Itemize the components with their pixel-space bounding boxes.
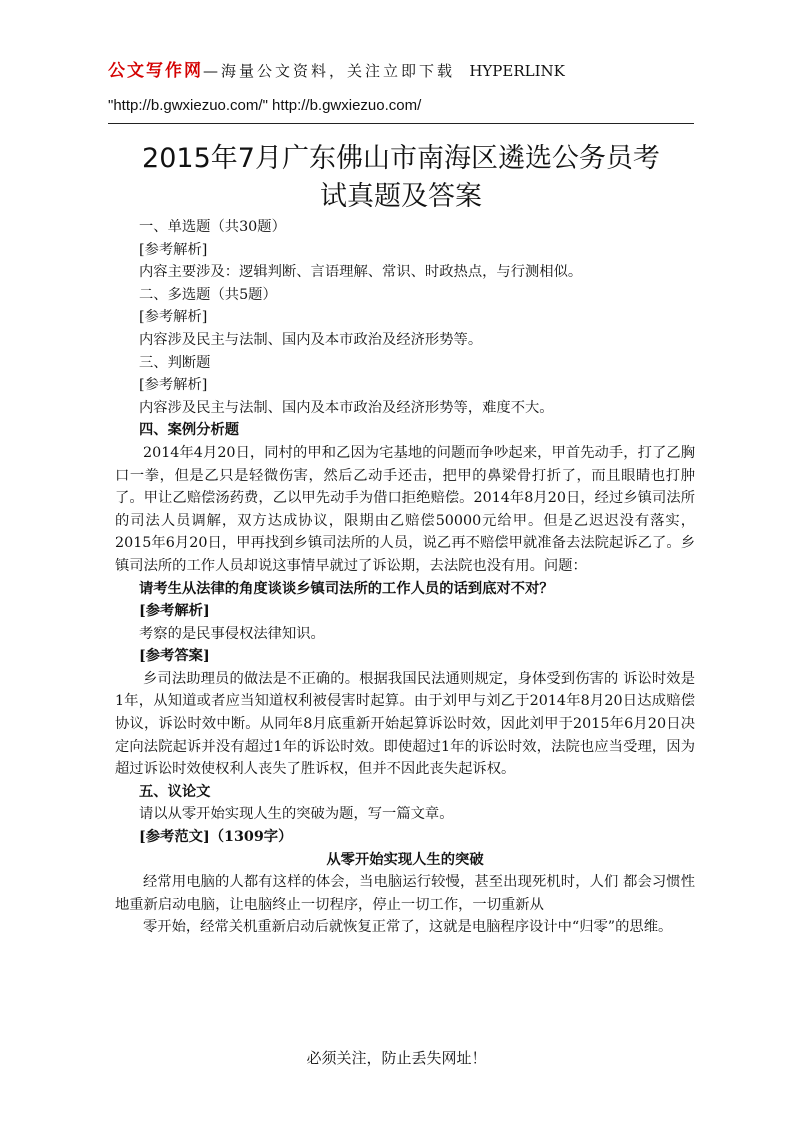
header-url[interactable]: "http://b.gwxiezuo.com/" http://b.gwxiezuo.com/ bbox=[108, 97, 422, 114]
case-description: 2014年4月20日，同村的甲和乙因为宅基地的问题而争吵起来，甲首先动手，打了乙胸口一拳，但是乙只是轻微伤害，然后乙动手还击，把甲的鼻梁骨打折了，而且眼睛也打肿了。甲让乙赔偿汤药费，乙以甲先动手为借口拒绝赔偿。2014年8月20日，经过乡镇司法所的司法人员调解，双方达成协议，限期由乙赔偿50000元给甲。但是乙迟迟没有落实，2015年6月20日，甲再找到乡镇司法所的人员，说乙再不赔偿甲就准备去法院起诉乙了。乡镇司法所的工作人员却说这事情早就过了诉讼期，去法院也没有用。问题： bbox=[115, 444, 695, 574]
header-tagline: —海量公文资料，关注立即下载 bbox=[203, 62, 456, 80]
document-title bbox=[108, 140, 694, 216]
section-3-heading: 三、判断题 bbox=[139, 354, 211, 371]
section-4-ref-label: [参考解析] bbox=[139, 603, 210, 620]
brand-logo-text[interactable]: 公文写作网 bbox=[108, 61, 203, 81]
essay-paragraph-1: 经常用电脑的人都有这样的体会，当电脑运行较慢，甚至出现死机时，人们 都会习惯性地重新启动电脑，让电脑终止一切程序，停止一切工作，一切重新从 bbox=[115, 874, 695, 913]
essay-prompt: 请以从零开始实现人生的突破为题，写一篇文章。 bbox=[139, 806, 454, 823]
essay-title: 从零开始实现人生的突破 bbox=[326, 851, 484, 868]
section-2-ref-label: [参考解析] bbox=[139, 309, 208, 326]
section-1-heading: 一、单选题（共30题） bbox=[139, 219, 286, 235]
header-line bbox=[108, 58, 708, 84]
header-divider bbox=[108, 123, 694, 124]
section-3-ref-label: [参考解析] bbox=[139, 377, 208, 394]
hyperlink-field: HYPERLINK bbox=[469, 62, 565, 80]
section-1-text: 内容主要涉及：逻辑判断、言语理解、常识、时政热点，与行测相似。 bbox=[139, 264, 583, 281]
page-header bbox=[108, 58, 708, 118]
section-3-text: 内容涉及民主与法制、国内及本市政治及经济形势等，难度不大。 bbox=[139, 399, 554, 416]
answer-label: [参考答案] bbox=[139, 648, 210, 665]
title-line-2: 试真题及答案 bbox=[320, 181, 482, 212]
section-2-heading: 二、多选题（共5题） bbox=[139, 286, 277, 303]
section-1-ref-label: [参考解析] bbox=[139, 241, 208, 258]
title-line-1: 2015年7月广东佛山市南海区遴选公务员考 bbox=[142, 143, 660, 174]
essay-paragraph-2: 零开始，经常关机重新启动后就恢复正常了，这就是电脑程序设计中“归零”的思维。 bbox=[143, 919, 673, 936]
page-footer: 必须关注，防止丢失网址！ bbox=[306, 1049, 487, 1067]
document-body bbox=[115, 216, 695, 939]
sample-essay-label: [参考范文]（1309字） bbox=[139, 829, 293, 846]
section-5-heading: 五、议论文 bbox=[139, 783, 211, 800]
section-2-text: 内容涉及民主与法制、国内及本市政治及经济形势等。 bbox=[139, 331, 483, 348]
answer-text: 乡司法助理员的做法是不正确的。根据我国民法通则规定，身体受到伤害的 诉讼时效是1年，从知道或者应当知道权利被侵害时起算。由于刘甲与刘乙于2014年8月20日达成赔偿协议，诉讼时效中断。从同年8月底重新开始起算诉讼时效，因此刘甲于2015年6月20日决定向法院起诉并没有超过1年的诉讼时效。即使超过1年的诉讼时效，法院也应当受理，因为超过诉讼时效使权利人丧失了胜诉权，但并不因此丧失起诉权。 bbox=[115, 670, 695, 778]
section-4-heading: 四、案例分析题 bbox=[139, 422, 240, 439]
case-question: 请考生从法律的角度谈谈乡镇司法所的工作人员的话到底对不对？ bbox=[139, 580, 554, 597]
section-4-ref-text: 考察的是民事侵权法律知识。 bbox=[139, 625, 325, 642]
